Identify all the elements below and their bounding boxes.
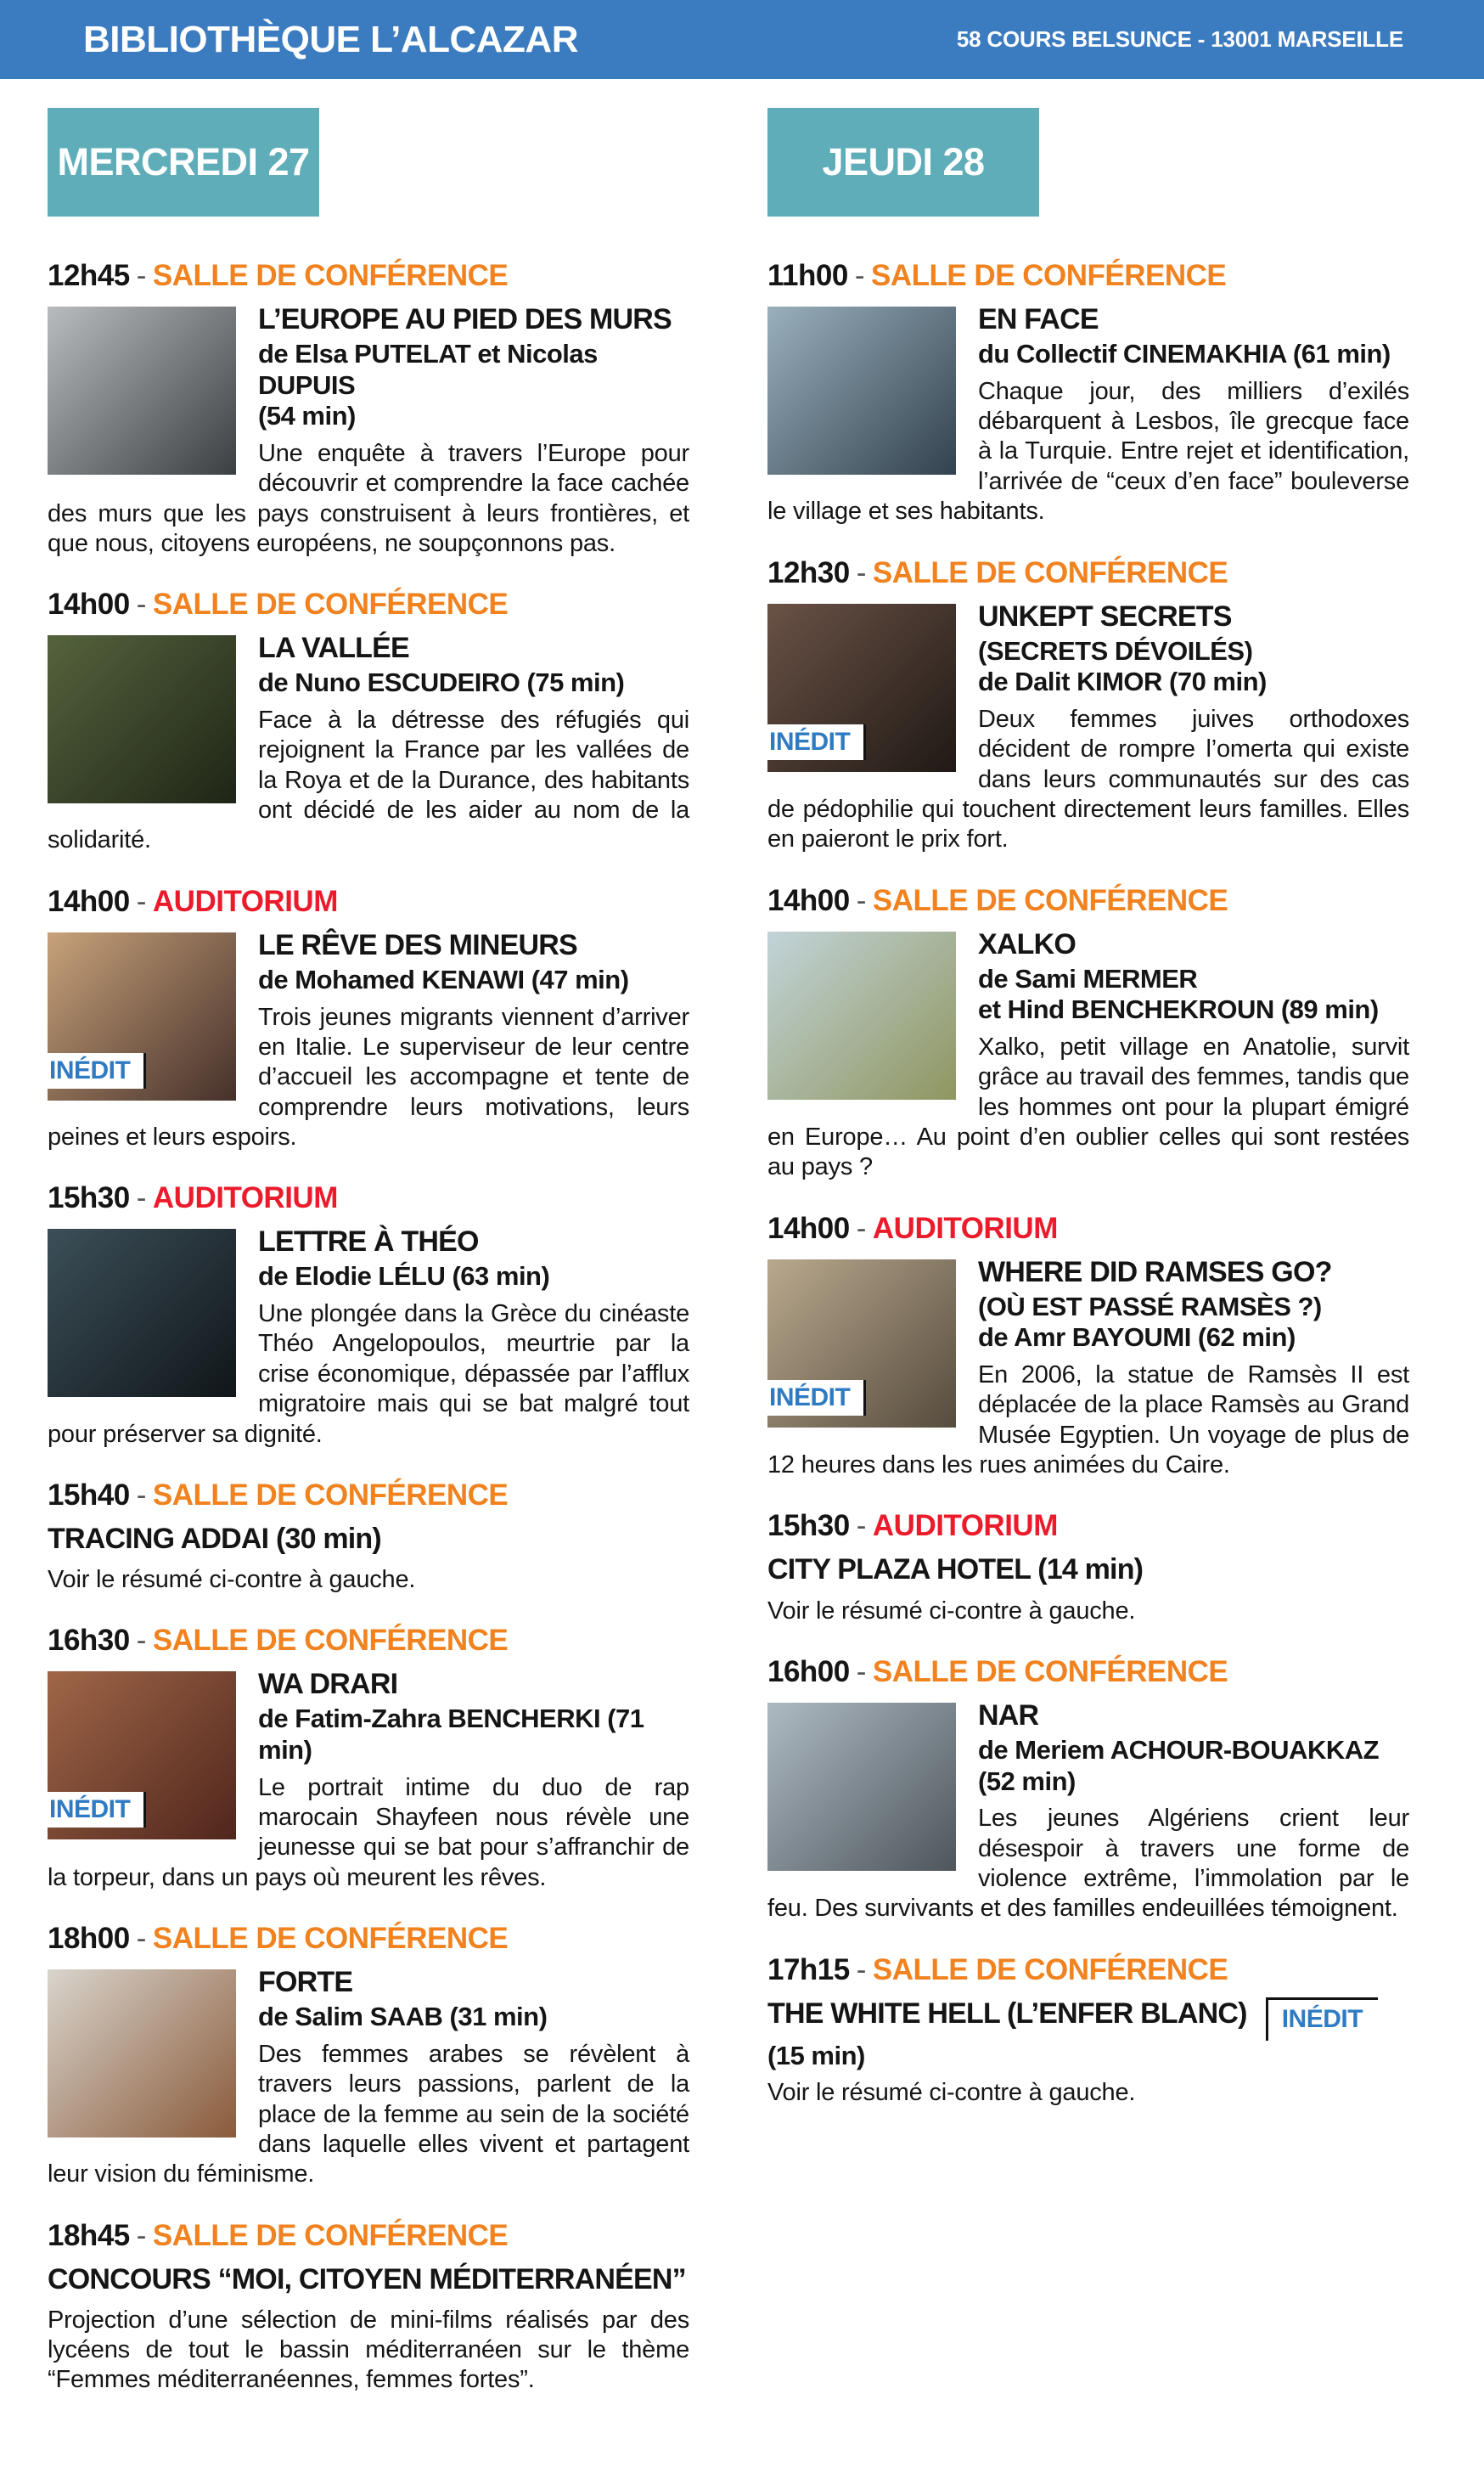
- film-title-row: [978, 600, 1409, 636]
- film-thumbnail: [48, 1969, 236, 2138]
- screening-venue: SALLE DE CONFÉRENCE: [152, 259, 509, 292]
- dash-separator: -: [136, 1922, 146, 1956]
- program-entry: [48, 588, 689, 856]
- day-column: [767, 104, 1409, 2425]
- screening-head: [767, 1509, 1409, 1543]
- film-credit: de Sami MERMER: [978, 963, 1198, 994]
- screening-head: [48, 2219, 689, 2253]
- entry-body: [48, 1966, 689, 2190]
- film-title: WHERE DID RAMSES GO?: [978, 1255, 1332, 1288]
- screening-time: 14h00: [767, 1211, 850, 1245]
- entry-body: [767, 1699, 1409, 1924]
- film-thumbnail: [767, 932, 956, 1100]
- entry-body: [48, 929, 689, 1153]
- screening-time: 15h30: [48, 1181, 130, 1215]
- entry-body: [48, 303, 689, 559]
- film-title-row: [767, 1553, 1409, 1589]
- film-title-row: [258, 1966, 689, 2002]
- inedit-badge: INÉDIT: [767, 724, 866, 760]
- entry-body: [767, 928, 1409, 1183]
- screening-head: [48, 885, 689, 919]
- screening-venue: SALLE DE CONFÉRENCE: [872, 555, 1228, 589]
- film-credit: (54 min): [258, 401, 356, 431]
- film-credit: de Elodie LÉLU (63 min): [258, 1261, 550, 1292]
- program-entry: [767, 884, 1409, 1183]
- film-title-row: [767, 1997, 1409, 2041]
- film-credit: de Fatim-Zahra BENCHERKI (71 min): [258, 1704, 644, 1766]
- film-title-row: [48, 2263, 689, 2299]
- film-credit: de Mohamed KENAWI (47 min): [258, 964, 629, 994]
- dash-separator: -: [856, 1952, 866, 1986]
- day-header: JEUDI 28: [767, 108, 1039, 217]
- film-description: Les jeunes Algériens crient leur désespoir à travers une forme de violence extrême, l’immolation par le feu. Des survivants et des familles endeuillées témoignent.: [767, 1805, 1409, 1923]
- screening-venue: SALLE DE CONFÉRENCE: [872, 1952, 1228, 1986]
- screening-head: [767, 1655, 1409, 1689]
- day-header: MERCREDI 27: [48, 108, 319, 217]
- screening-venue: SALLE DE CONFÉRENCE: [152, 588, 509, 622]
- film-description: Deux femmes juives orthodoxes décident de rompre l’omerta qui existe dans leurs communautés sur des cas de pédophilie qui touchent directement leurs familles. Elles en paieront le prix fort.: [767, 705, 1409, 853]
- film-description: Le portrait intime du duo de rap marocain Shayfeen nous révèle une jeunesse qui se bat pour s’affranchir de la torpeur, dans un pays où meurent les rêves.: [48, 1773, 689, 1891]
- film-title: FORTE: [258, 1966, 353, 1999]
- entry-body: [767, 1256, 1409, 1481]
- dash-separator: -: [136, 1624, 146, 1658]
- screening-venue: SALLE DE CONFÉRENCE: [152, 2218, 509, 2252]
- program-entry: [767, 1953, 1409, 2109]
- screening-head: [767, 556, 1409, 590]
- program-entry: [48, 1922, 689, 2190]
- entry-body: [48, 1668, 689, 1893]
- dash-separator: -: [856, 555, 866, 589]
- film-description: Face à la détresse des réfugiés qui rejoignent la France par les vallées de la Roya et de la Durance, des habitants ont décidé de les aider au nom de la solidarité.: [48, 706, 689, 854]
- screening-venue: SALLE DE CONFÉRENCE: [152, 1478, 509, 1512]
- film-thumbnail: [767, 1703, 956, 1871]
- screening-head: [48, 1624, 689, 1658]
- screening-venue: SALLE DE CONFÉRENCE: [870, 259, 1227, 292]
- film-thumbnail: [48, 1671, 236, 1839]
- screening-head: [767, 1212, 1409, 1246]
- film-description: Projection d’une sélection de mini-films réalisés par des lycéens de tout le bassin méditerranéen sur le thème “Femmes méditerranéennes, femmes fortes”.: [48, 2306, 689, 2394]
- film-thumbnail: [48, 635, 236, 803]
- dash-separator: -: [136, 1181, 146, 1215]
- dash-separator: -: [136, 1478, 146, 1512]
- screening-time: 16h30: [48, 1624, 130, 1658]
- film-thumbnail: [48, 1229, 236, 1397]
- screening-head: [48, 1479, 689, 1512]
- film-credit: de Amr BAYOUMI (62 min): [978, 1322, 1296, 1353]
- film-credit: (15 min): [767, 2040, 865, 2070]
- film-title-row: [258, 632, 689, 667]
- program-entry: [767, 1509, 1409, 1625]
- entry-body: [767, 1997, 1409, 2109]
- film-title: XALKO: [978, 927, 1076, 960]
- dash-separator: -: [136, 259, 146, 292]
- entry-body: [48, 1225, 689, 1450]
- screening-venue: SALLE DE CONFÉRENCE: [872, 883, 1228, 917]
- film-title-row: [978, 1699, 1409, 1735]
- screening-time: 12h30: [767, 555, 850, 589]
- film-title: CITY PLAZA HOTEL (14 min): [767, 1553, 1144, 1586]
- program-entry: [48, 1624, 689, 1893]
- screening-head: [48, 1181, 689, 1215]
- program-entry: [767, 259, 1409, 527]
- screening-venue: AUDITORIUM: [872, 1509, 1058, 1543]
- film-title: THE WHITE HELL (L’ENFER BLANC): [767, 1997, 1247, 2030]
- program-entry: [48, 2219, 689, 2396]
- film-description: Des femmes arabes se révèlent à travers leurs passions, parlent de la place de la femme au sein de la société dans laquelle elles vivent et partagent leur vision du féminisme.: [48, 2040, 689, 2188]
- film-thumbnail: [767, 604, 956, 772]
- dash-separator: -: [854, 259, 864, 292]
- film-title-row: [978, 1256, 1409, 1292]
- screening-time: 18h00: [48, 1922, 130, 1956]
- entry-body: [767, 1553, 1409, 1625]
- banner: [0, 0, 1484, 79]
- program-entry: [48, 885, 689, 1153]
- film-title: L’EUROPE AU PIED DES MURS: [258, 303, 672, 335]
- dash-separator: -: [136, 884, 146, 918]
- dash-separator: -: [856, 883, 866, 917]
- film-description: Xalko, petit village en Anatolie, survit grâce au travail des femmes, tandis que les hommes ont pour la plupart émigré en Europe… Au point d’en oublier celles qui sont restées au pays ?: [767, 1033, 1409, 1181]
- entry-body: [48, 1523, 689, 1595]
- entry-body: [48, 2263, 689, 2396]
- screening-venue: SALLE DE CONFÉRENCE: [152, 1624, 509, 1658]
- film-credit: (OÙ EST PASSÉ RAMSÈS ?): [978, 1291, 1322, 1321]
- film-title: WA DRARI: [258, 1668, 398, 1701]
- film-description: Une enquête à travers l’Europe pour découvrir et comprendre la face cachée des murs que les pays construisent à leurs frontières, et que nous, citoyens européens, ne soupçonnons pas.: [48, 439, 689, 557]
- screening-time: 12h45: [48, 259, 130, 292]
- program-entry: [48, 1181, 689, 1450]
- screening-head: [48, 1922, 689, 1956]
- film-credit: de Elsa PUTELAT et Nicolas DUPUIS: [258, 339, 598, 400]
- inedit-badge: INÉDIT: [767, 1380, 866, 1416]
- inedit-badge: INÉDIT: [48, 1792, 146, 1828]
- entry-body: [767, 600, 1409, 855]
- screening-time: 15h30: [767, 1509, 850, 1543]
- film-description: Voir le résumé ci-contre à gauche.: [767, 1597, 1136, 1625]
- film-title-row: [258, 929, 689, 965]
- film-title: NAR: [978, 1698, 1039, 1732]
- library-address: 58 COURS BELSUNCE - 13001 MARSEILLE: [956, 26, 1403, 52]
- film-credit: de Dalit KIMOR (70 min): [978, 667, 1267, 697]
- film-description: Chaque jour, des milliers d’exilés débarquent à Lesbos, île grecque face à la Turquie. Entre rejet et identification, l’arrivée de “ceux d’en face” bouleverse le village et ses habitants.: [767, 377, 1409, 526]
- film-title: EN FACE: [978, 303, 1099, 335]
- film-credit: de Salim SAAB (31 min): [258, 2002, 548, 2032]
- film-thumbnail: [48, 932, 236, 1101]
- film-title-row: [258, 1225, 689, 1261]
- inedit-badge: INÉDIT: [1266, 1997, 1378, 2041]
- screening-venue: AUDITORIUM: [152, 1181, 338, 1215]
- program-entry: [48, 259, 689, 559]
- film-credit: de Meriem ACHOUR-BOUAKKAZ: [978, 1735, 1380, 1766]
- film-title: TRACING ADDAI (30 min): [48, 1522, 381, 1555]
- screening-head: [767, 884, 1409, 918]
- film-title-row: [978, 928, 1409, 964]
- film-credit: (SECRETS DÉVOILÉS): [978, 635, 1253, 666]
- day-column: [48, 104, 689, 2425]
- film-title: LE RÊVE DES MINEURS: [258, 928, 577, 961]
- screening-venue: AUDITORIUM: [872, 1211, 1058, 1245]
- program-entry: [767, 556, 1409, 855]
- film-title-row: [48, 1523, 689, 1558]
- screening-head: [48, 588, 689, 622]
- film-title: LETTRE À THÉO: [258, 1225, 479, 1259]
- screening-head: [767, 1953, 1409, 1987]
- film-thumbnail: [48, 307, 236, 475]
- program-entry: [767, 1655, 1409, 1924]
- film-title: LA VALLÉE: [258, 632, 409, 665]
- screening-venue: SALLE DE CONFÉRENCE: [872, 1654, 1228, 1688]
- film-credit: (52 min): [978, 1766, 1076, 1796]
- dash-separator: -: [856, 1509, 866, 1543]
- program-entry: [767, 1212, 1409, 1481]
- program-entry: [48, 1479, 689, 1595]
- entry-body: [48, 632, 689, 856]
- film-title: UNKEPT SECRETS: [978, 600, 1232, 633]
- screening-time: 15h40: [48, 1478, 130, 1512]
- film-description: Voir le résumé ci-contre à gauche.: [48, 1565, 416, 1593]
- screening-head: [767, 259, 1409, 293]
- screening-head: [48, 259, 689, 293]
- film-title-row: [258, 303, 689, 339]
- screening-time: 17h15: [767, 1952, 850, 1986]
- film-thumbnail: [767, 307, 956, 475]
- film-credit: et Hind BENCHEKROUN (89 min): [978, 994, 1379, 1025]
- film-description: Voir le résumé ci-contre à gauche.: [767, 2079, 1136, 2107]
- screening-venue: SALLE DE CONFÉRENCE: [152, 1922, 509, 1956]
- film-title-row: [978, 303, 1409, 339]
- screening-time: 16h00: [767, 1654, 850, 1688]
- film-credit: de Nuno ESCUDEIRO (75 min): [258, 667, 625, 698]
- screening-time: 11h00: [767, 259, 848, 292]
- screening-venue: AUDITORIUM: [152, 884, 338, 918]
- film-thumbnail: [767, 1259, 956, 1428]
- film-description: Une plongée dans la Grèce du cinéaste Théo Angelopoulos, meurtrie par la crise économique, dépassée par l’afflux migratoire mais qui se bat malgré tout pour préserver sa dignité.: [48, 1300, 689, 1448]
- screening-time: 18h45: [48, 2218, 130, 2252]
- film-credit: du Collectif CINEMAKHIA (61 min): [978, 339, 1391, 369]
- dash-separator: -: [136, 2218, 146, 2252]
- film-title-row: [258, 1668, 689, 1704]
- program-columns: [0, 79, 1484, 2467]
- dash-separator: -: [856, 1654, 866, 1688]
- dash-separator: -: [856, 1211, 866, 1245]
- film-description: Trois jeunes migrants viennent d’arriver en Italie. Le superviseur de leur centre d’accueil les accompagne et tente de comprendre leurs motivations, leurs peines et leurs espoirs.: [48, 1003, 689, 1151]
- film-title: CONCOURS “MOI, CITOYEN MÉDITERRANÉEN”: [48, 2262, 686, 2295]
- inedit-badge: INÉDIT: [48, 1053, 146, 1089]
- screening-time: 14h00: [767, 883, 850, 917]
- film-description: En 2006, la statue de Ramsès II est déplacée de la place Ramsès au Grand Musée Egyptien. Un voyage de plus de 12 heures dans les rues animées du Caire.: [767, 1360, 1409, 1479]
- screening-time: 14h00: [48, 588, 130, 622]
- library-title: BIBLIOTHÈQUE L’ALCAZAR: [83, 18, 578, 60]
- screening-time: 14h00: [48, 884, 130, 918]
- dash-separator: -: [136, 588, 146, 622]
- entry-body: [767, 303, 1409, 527]
